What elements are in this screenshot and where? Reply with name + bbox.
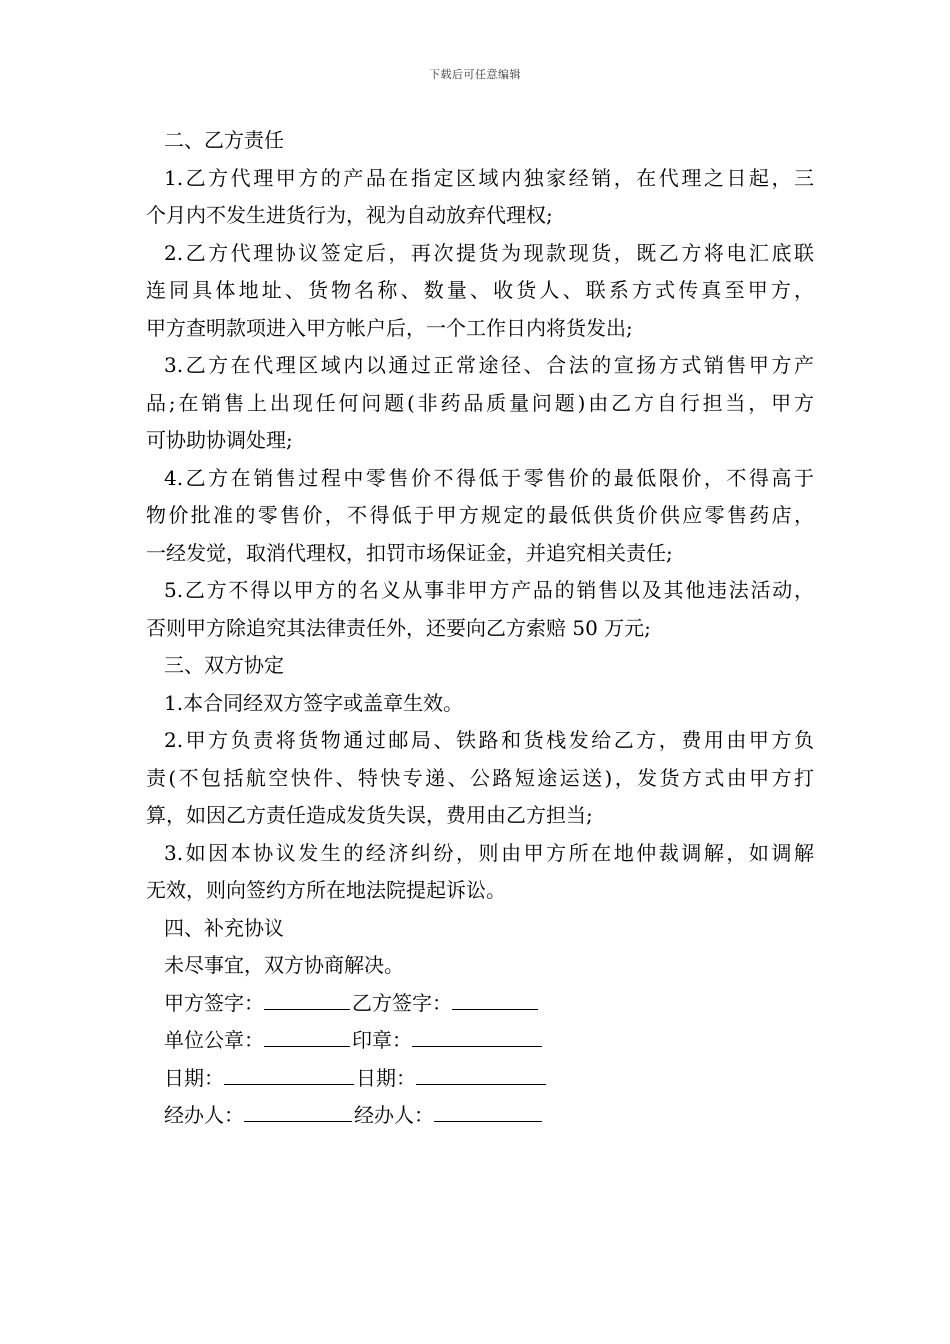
section-title-party-b-responsibility: 二、乙方责任	[164, 128, 284, 152]
signature-row-handler	[146, 1097, 814, 1135]
paragraph-line: 3.如因本协议发生的经济纠纷，则由甲方所在地仲裁调解，如调解	[164, 840, 814, 865]
handler-b-blank[interactable]	[434, 1099, 542, 1122]
date-a-label: 日期：	[164, 1065, 224, 1090]
section-title-mutual-agreement: 三、双方协定	[164, 653, 284, 677]
paragraph-line: 无效，则向签约方所在地法院提起诉讼。	[146, 878, 506, 902]
paragraph-line: 品;在销售上出现任何问题(非药品质量问题)由乙方自行担当，甲方	[146, 390, 814, 415]
date-b-blank[interactable]	[416, 1062, 546, 1085]
date-a-blank[interactable]	[224, 1062, 354, 1085]
handler-b-label: 经办人：	[354, 1103, 434, 1127]
seal-label: 印章：	[352, 1028, 412, 1052]
paragraph-line: 算，如因乙方责任造成发货失误，费用由乙方担当;	[146, 803, 593, 827]
section-title-supplementary: 四、补充协议	[164, 915, 284, 940]
paragraph-line: 4.乙方在销售过程中零售价不得低于零售价的最低限价，不得高于	[164, 465, 814, 490]
unit-seal-blank[interactable]	[264, 1024, 350, 1047]
party-b-sign-blank[interactable]	[452, 987, 538, 1010]
paragraph-line: 1.乙方代理甲方的产品在指定区域内独家经销，在代理之日起，三	[164, 165, 814, 190]
paragraph-line: 个月内不发生进货行为，视为自动放弃代理权;	[146, 203, 553, 227]
paragraph-line: 否则甲方除追究其法律责任外，还要向乙方索赔 50 万元;	[146, 615, 651, 640]
paragraph-line: 一经发觉，取消代理权，扣罚市场保证金，并追究相关责任;	[146, 540, 673, 565]
header-note: 下载后可任意编辑	[429, 68, 521, 81]
party-a-sign-label: 甲方签字：	[164, 990, 264, 1015]
paragraph-line: 责(不包括航空快件、特快专递、公路短途运送)，发货方式由甲方打	[146, 765, 814, 790]
party-a-sign-blank[interactable]	[264, 987, 350, 1010]
paragraph-line: 1.本合同经双方签字或盖章生效。	[164, 690, 464, 715]
handler-a-label: 经办人：	[164, 1103, 244, 1127]
paragraph-line: 3.乙方在代理区域内以通过正常途径、合法的宣扬方式销售甲方产	[164, 353, 814, 377]
seal-blank[interactable]	[412, 1024, 542, 1047]
handler-a-blank[interactable]	[244, 1099, 352, 1122]
signature-row-date	[146, 1060, 814, 1098]
paragraph-line: 2.乙方代理协议签定后，再次提货为现款现货，既乙方将电汇底联	[164, 240, 814, 265]
signature-row-sign	[146, 985, 814, 1023]
document-body	[146, 122, 814, 1135]
party-b-sign-label: 乙方签字：	[352, 990, 452, 1015]
paragraph-line: 连同具体地址、货物名称、数量、收货人、联系方式传真至甲方，	[146, 278, 814, 302]
unit-seal-label: 单位公章：	[164, 1028, 264, 1052]
paragraph-line: 2.甲方负责将货物通过邮局、铁路和货栈发给乙方，费用由甲方负	[164, 728, 814, 752]
paragraph-line: 可协助协调处理;	[146, 428, 293, 452]
paragraph-line: 5.乙方不得以甲方的名义从事非甲方产品的销售以及其他违法活动，	[164, 578, 814, 602]
paragraph-line: 未尽事宜，双方协商解决。	[164, 953, 404, 977]
paragraph-line: 甲方查明款项进入甲方帐户后，一个工作日内将货发出;	[146, 315, 633, 340]
paragraph-line: 物价批准的零售价，不得低于甲方规定的最低供货价供应零售药店，	[146, 503, 814, 527]
signature-row-seal	[146, 1022, 814, 1060]
date-b-label: 日期：	[356, 1065, 416, 1090]
